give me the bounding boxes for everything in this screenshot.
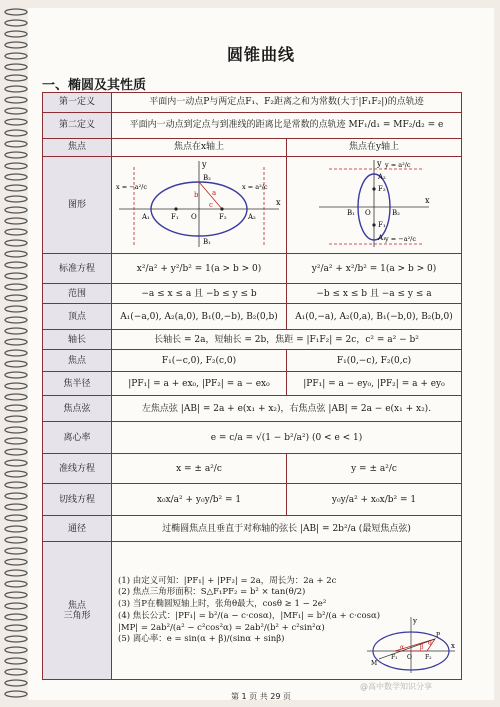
row-key: 第一定义 [43,93,112,113]
table-row [43,139,462,157]
focal-triangle-label-line1: 焦点 [67,600,86,611]
row-key: 切线方程 [43,484,112,516]
cell-y-axis: −b ≤ x ≤ b 且 −a ≤ y ≤ a [287,284,462,304]
directrix-left-label: x = −a²/c [116,183,148,191]
page-title: 圆锥曲线 [226,45,295,64]
theta-label: θ [428,640,432,648]
beta-label: β [420,644,424,652]
alpha-label: α [400,644,405,652]
table-row [43,372,462,396]
y-axis-label: y [413,617,417,626]
row-key: 焦点弦 [43,396,112,422]
focus-f2-label: F₂ [378,185,386,193]
list-item: (5) 离心率：e = sin(α + β)/(sinα + sinβ) [118,634,285,645]
cell-y-axis: y₀y/a² + x₀x/b² = 1 [287,484,462,516]
row-key: 轴长 [43,330,112,350]
cell-y-axis: |PF₁| = a − ey₀, |PF₂| = a + ey₀ [287,372,462,396]
page-footer: 第 1 页 共 29 页 [231,692,291,701]
cell-x-axis: A₁(−a,0), A₂(a,0), B₁(0,−b), B₂(0,b) [112,304,287,330]
table-row [43,396,462,422]
row-key: 准线方程 [43,454,112,484]
origin-label: O [191,213,197,221]
vertex-a1-label: A₁ [142,213,150,221]
list-item: (4) 焦长公式：|PF₁| = b²/(a − c·cosα)，|MF₁| = b²/(a + c·cosα) [118,610,381,621]
cell-x-axis: |PF₁| = a + ex₀, |PF₂| = a − ex₀ [112,372,287,396]
table-row [43,93,462,113]
list-item: (3) 当P在椭圆短轴上时，张角θ最大，cosθ ≥ 1 − 2e² [118,599,327,610]
row-key: 通径 [43,516,112,542]
focus-f2-label: F₂ [425,654,432,662]
row-key: 标准方程 [43,254,112,284]
cell-x-axis: x₀x/a² + y₀y/b² = 1 [112,484,287,516]
vertex-b1-label: B₁ [203,238,211,246]
cell-y-axis: A₁(0,−a), A₂(0,a), B₁(−b,0), B₂(b,0) [287,304,462,330]
row-key: 第二定义 [43,113,112,139]
focus-f1-label: F₁ [391,654,398,662]
row-key: 焦点 [43,139,112,157]
focus-f2-label: F₂ [219,213,227,221]
row-key-focal-triangle [43,542,112,680]
cell-y-axis: y²/a² + x²/b² = 1(a > b > 0) [287,254,462,284]
figure-horizontal-ellipse [112,157,287,254]
table-row [43,516,462,542]
figure-vertical-ellipse [287,157,462,254]
horizontal-ellipse-diagram [114,157,284,250]
cell-x-axis: x = ± a²/c [112,454,287,484]
vertex-b2-label: B₂ [203,174,211,182]
focal-triangle-cell [112,542,462,680]
section-heading: 一、椭圆及其性质 [42,78,147,93]
vertex-b2-label: B₂ [392,209,400,217]
table-row [43,254,462,284]
table-row [43,484,462,516]
b-label: b [194,191,199,199]
origin-label: O [407,654,412,662]
cell-x-axis: −a ≤ x ≤ a 且 −b ≤ y ≤ b [112,284,287,304]
table-row [43,422,462,454]
cell-y-axis: 焦点在y轴上 [287,139,462,157]
row-key: 范围 [43,284,112,304]
directrix-top-label: y = a²/c [385,161,411,169]
document-page [28,8,494,700]
focal-triangle-diagram [365,615,457,675]
row-value: 过椭圆焦点且垂直于对称轴的弦长 |AB| = 2b²/a (最短焦点弦) [112,516,462,542]
table-row [43,157,462,254]
row-key: 图形 [43,157,112,254]
row-value: 平面内一动点P与两定点F₁、F₂距离之和为常数(大于|F₁F₂|)的点轨迹 [112,93,462,113]
vertex-b1-label: B₁ [347,209,355,217]
focal-triangle-label-line2: 三角形 [63,610,91,621]
vertex-a2-label: A₂ [378,173,386,181]
row-value: e = c/a = √(1 − b²/a²) (0 < e < 1) [112,422,462,454]
watermark: @高中数学知识分享 [360,682,432,691]
focus-f1-label: F₁ [378,221,386,229]
cell-x-axis: 焦点在x轴上 [112,139,287,157]
point-m-label: M [371,660,378,668]
c-label: c [209,201,213,209]
point-p-label: P [436,632,441,640]
list-item: (2) 焦点三角形面积：S△F₁PF₂ = b² × tan(θ/2) [118,587,306,598]
directrix-bottom-label: y = −a²/c [385,235,417,243]
a-label: a [212,189,217,197]
vertex-a2-label: A₂ [248,213,256,221]
row-value: 长轴长 = 2a，短轴长 = 2b，焦距 = |F₁F₂| = 2c，c² = a² − b² [112,330,462,350]
table-row [43,542,462,680]
list-item: (1) 由定义可知：|PF₁| + |PF₂| = 2a，周长为：2a + 2c [118,575,337,586]
ellipse-properties-table [42,92,462,680]
directrix-right-label: x = a²/c [242,183,268,191]
vertical-ellipse-diagram [289,157,459,250]
table-row [43,350,462,372]
cell-y-axis: y = ± a²/c [287,454,462,484]
table-row [43,113,462,139]
x-axis-label: x [451,642,455,651]
x-axis-label: x [425,196,430,205]
table-row [43,284,462,304]
table-row [43,304,462,330]
row-value: 左焦点弦 |AB| = 2a + e(x₁ + x₂)，右焦点弦 |AB| = 2a − e(x₁ + x₂). [112,396,462,422]
list-item: |MP| = 2ab²/(a² − c²cos²α) = 2ab²/(b² + c²sin²α) [118,622,325,633]
cell-x-axis: F₁(−c,0), F₂(c,0) [112,350,287,372]
row-key: 焦半径 [43,372,112,396]
origin-label: O [365,209,371,217]
y-axis-label: y [377,159,382,168]
cell-y-axis: F₁(0,−c), F₂(0,c) [287,350,462,372]
row-value: 平面内一动点到定点与到准线的距离比是常数的点轨迹 MF₁/d₁ = MF₂/d₂ = e [112,113,462,139]
row-key: 离心率 [43,422,112,454]
spiral-binding [0,0,30,707]
x-axis-label: x [276,198,281,207]
table-row [43,330,462,350]
vertex-a1-label: A₁ [378,234,386,242]
cell-x-axis: x²/a² + y²/b² = 1(a > b > 0) [112,254,287,284]
y-axis-label: y [202,160,207,169]
row-key: 顶点 [43,304,112,330]
row-key: 焦点 [43,350,112,372]
table-row [43,454,462,484]
focus-f1-label: F₁ [171,213,179,221]
